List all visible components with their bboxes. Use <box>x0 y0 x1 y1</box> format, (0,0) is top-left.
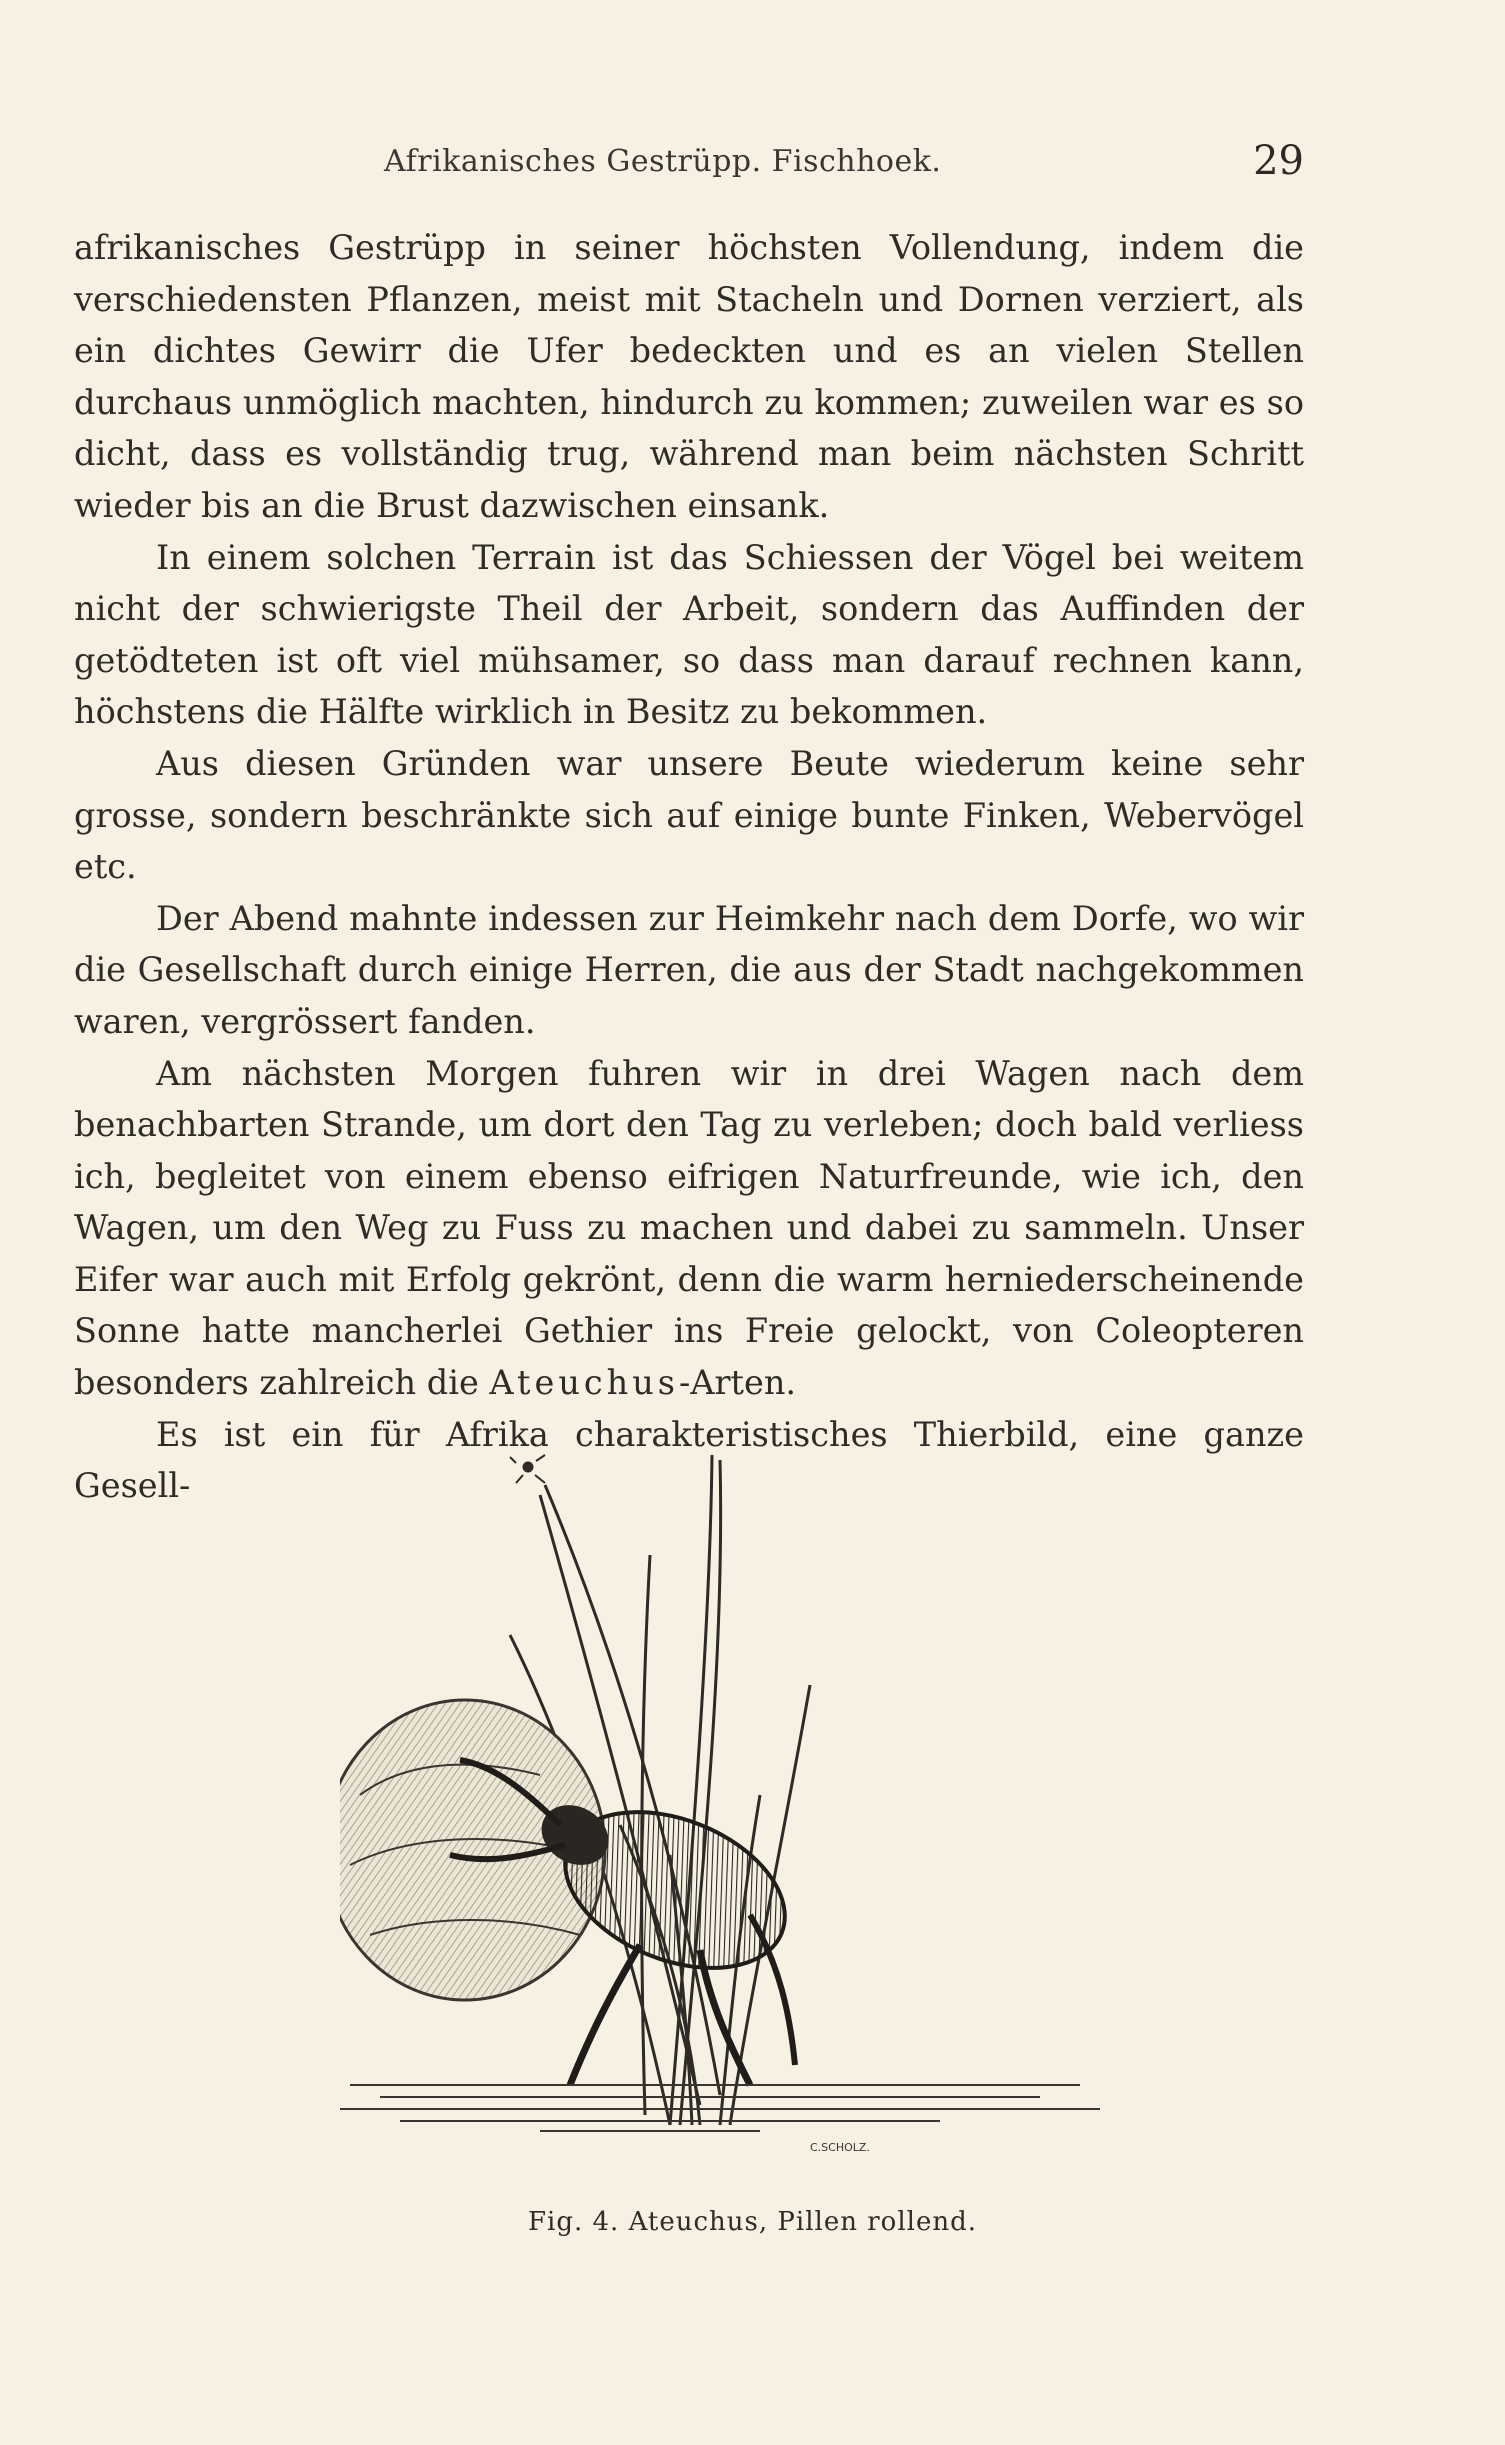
engraver-signature: C.SCHOLZ. <box>810 2141 870 2154</box>
figure-caption: Fig. 4. Ateuchus, Pillen rollend. <box>527 2207 977 2237</box>
genus-name: Ateuchus <box>489 1363 679 1403</box>
paragraph <box>74 1048 1304 1409</box>
paragraph: Aus diesen Gründen war unsere Beute wiederum keine sehr grosse, sondern beschränkte sich auf einige bunte Finken, Webervögel etc. <box>74 743 1304 887</box>
paragraph: In einem solchen Terrain ist das Schiessen der Vögel bei weitem nicht der schwierigste Theil der Arbeit, sondern das Auffinden der getödteten ist oft viel mühsamer, so dass man darauf rechnen kann, höchstens die Hälfte wirklich in Besitz zu bekommen. <box>74 537 1304 732</box>
paragraph: Der Abend mahnte indessen zur Heimkehr nach dem Dorfe, wo wir die Gesellschaft durch einige Herren, die aus der Stadt nachgekommen waren, vergrössert fanden. <box>74 898 1304 1041</box>
running-head: Afrikanisches Gestrüpp. Fischhoek. <box>384 144 942 179</box>
beetle-illustration <box>340 1435 1100 2195</box>
body-text <box>74 222 1304 1512</box>
paragraph-text: Am nächsten Morgen fuhren wir in drei Wagen nach dem benachbarten Strande, um dort den Tag zu verleben; doch bald verliess ich, begleitet von einem ebenso eifrigen Naturfreunde, wie ich, den Wagen, um den Weg zu Fuss zu machen und dabei zu sammeln. Unser Eifer war auch mit Erfolg gekrönt, denn die warm herniederscheinende Sonne hatte mancherlei Gethier ins Freie gelockt, von Coleopteren besonders zahlreich die <box>74 1053 1304 1403</box>
paragraph: afrikanisches Gestrüpp in seiner höchsten Vollendung, indem die verschiedensten Pflanzen, meist mit Stacheln und Dornen verziert, als ein dichtes Gewirr die Ufer bedeckten und es an vielen Stellen durchaus unmöglich machten, hindurch zu kommen; zuweilen war es so dicht, dass es vollständig trug, während man beim nächsten Schritt wieder bis an die Brust dazwischen einsank. <box>74 228 1304 525</box>
page-header <box>74 138 1304 190</box>
engraving <box>340 1435 1100 2195</box>
page-number: 29 <box>1253 138 1304 184</box>
paragraph-text: -Arten. <box>679 1363 797 1403</box>
paragraph: Es ist ein für Afrika charakteristisches Thierbild, eine ganze Gesell- <box>74 1414 1304 1506</box>
small-insect-icon <box>510 1455 545 1483</box>
